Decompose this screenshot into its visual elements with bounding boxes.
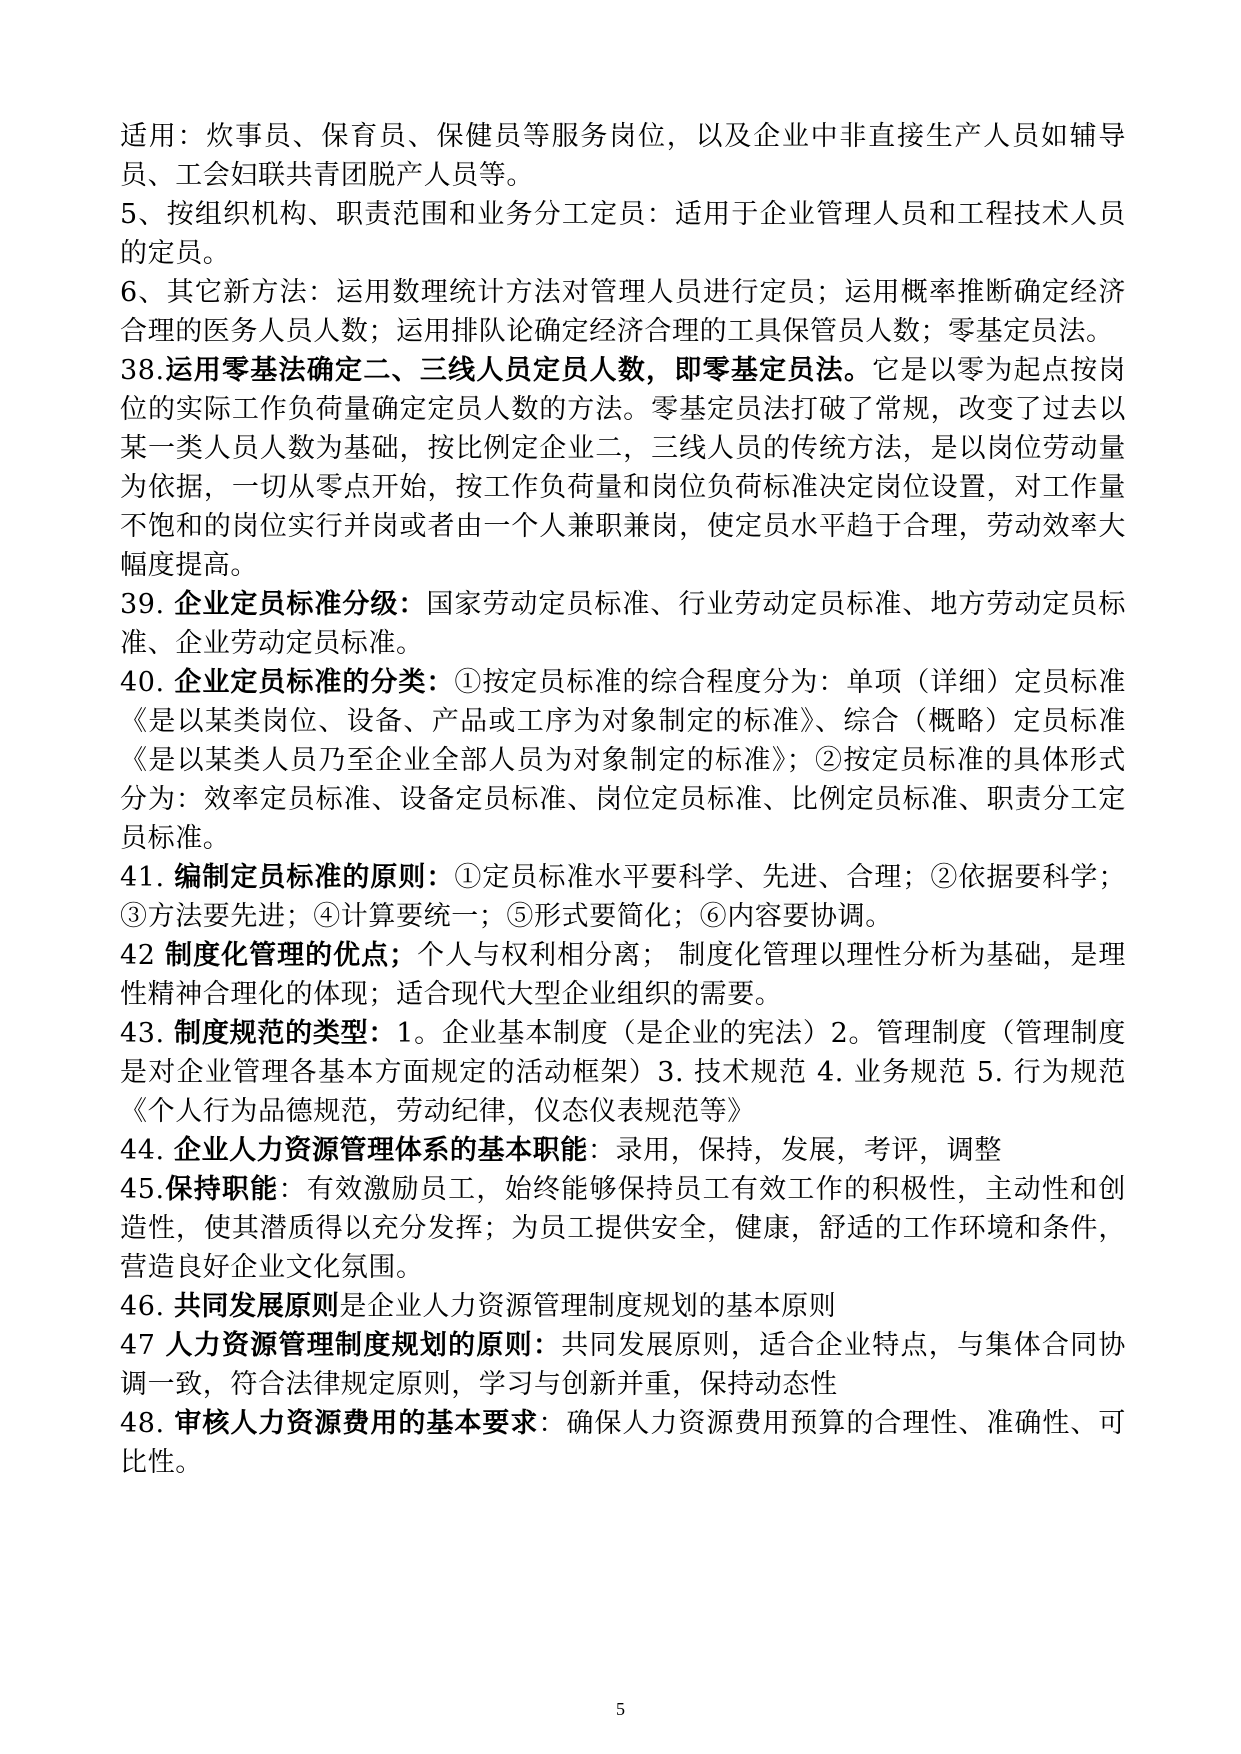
paragraph-text: 共同发展原则，适合企业特点，与集体合同协调一致，符合法律规定原则，学习与创新并重，保持动态性: [120, 1330, 1126, 1400]
paragraph-item-6: [120, 273, 1126, 351]
paragraph-text: ①定员标准水平要科学、先进、合理；②依据要科学；③方法要先进；④计算要统一；⑤形式要简化；⑥内容要协调。: [120, 862, 1127, 932]
paragraph-text: ：有效激励员工，始终能够保持员工有效工作的积极性，主动性和创造性，使其潜质得以充分发挥；为员工提供安全，健康，舒适的工作环境和条件，营造良好企业文化氛围。: [120, 1174, 1126, 1283]
paragraph-heading: 运用零基法确定二、三线人员定员人数，即零基定员法。: [164, 355, 873, 386]
paragraph-lead: 47: [120, 1330, 166, 1361]
paragraph-text: 5、按组织机构、职责范围和业务分工定员：适用于企业管理人员和工程技术人员的定员。: [120, 199, 1126, 269]
paragraph-47: [120, 1326, 1126, 1404]
paragraph-text: 个人与权利相分离； 制度化管理以理性分析为基础，是理性精神合理化的体现；适合现代大型企业组织的需要。: [120, 940, 1126, 1010]
paragraph-lead: 45.: [120, 1174, 165, 1205]
paragraph-lead: 44.: [120, 1135, 174, 1166]
paragraph-heading: 人力资源管理制度规划的原则：: [165, 1330, 562, 1361]
paragraph-heading: 企业定员标准的分类：: [174, 667, 455, 698]
paragraph-heading: 审核人力资源费用的基本要求: [174, 1408, 539, 1439]
paragraph-heading: 制度规范的类型：: [174, 1018, 397, 1049]
paragraph-heading: 企业定员标准分级：: [174, 589, 427, 620]
paragraph-39: [120, 585, 1126, 663]
paragraph-41: [120, 858, 1126, 936]
paragraph-46: [120, 1287, 1126, 1326]
paragraph-44: [120, 1131, 1126, 1170]
paragraph-lead: 39.: [120, 589, 175, 620]
paragraph-40: [120, 663, 1126, 858]
paragraph-text: ：录用，保持，发展，考评，调整: [587, 1135, 1002, 1166]
page-number: 5: [616, 1699, 625, 1719]
paragraph-heading: 编制定员标准的原则：: [174, 862, 455, 893]
paragraph-42: [120, 936, 1126, 1014]
paragraph-text: 它是以零为起点按岗位的实际工作负荷量确定定员人数的方法。零基定员法打破了常规，改变了过去以某一类人员人数为基础，按比例定企业二，三线人员的传统方法，是以岗位劳动量为依据，一切从零点开始，按工作负荷量和岗位负荷标准决定岗位设置，对工作量不饱和的岗位实行并岗或者由一个人兼职兼岗，使定员水平趋于合理，劳动效率大幅度提高。: [120, 355, 1126, 581]
paragraph-text: 是企业人力资源管理制度规划的基本原则: [339, 1291, 837, 1322]
paragraph-text: 国家劳动定员标准、行业劳动定员标准、地方劳动定员标准、企业劳动定员标准。: [120, 589, 1127, 659]
paragraph-38: [120, 351, 1126, 585]
paragraph-text: ：确保人力资源费用预算的合理性、准确性、可比性。: [120, 1408, 1126, 1478]
page-body: [120, 117, 1126, 1482]
paragraph-43: [120, 1014, 1126, 1131]
paragraph-lead: 48.: [120, 1408, 175, 1439]
paragraph-text: 6、其它新方法：运用数理统计方法对管理人员进行定员；运用概率推断确定经济合理的医务人员人数；运用排队论确定经济合理的工具保管员人数；零基定员法。: [120, 277, 1126, 347]
paragraph-45: [120, 1170, 1126, 1287]
paragraph-text: 1。企业基本制度（是企业的宪法）2。管理制度（管理制度是对企业管理各基本方面规定的活动框架）3. 技术规范 4. 业务规范 5. 行为规范《个人行为品德规范，劳动纪律，仪态仪表规范等》: [120, 1018, 1126, 1127]
paragraph-text: ①按定员标准的综合程度分为：单项（详细）定员标准《是以某类岗位、设备、产品或工序为对象制定的标准》、综合（概略）定员标准《是以某类人员乃至企业全部人员为对象制定的标准》；②按定员标准的具体形式分为：效率定员标准、设备定员标准、岗位定员标准、比例定员标准、职责分工定员标准。: [120, 667, 1127, 854]
paragraph-lead: 43.: [120, 1018, 175, 1049]
paragraph-applicable-positions: [120, 117, 1126, 195]
paragraph-heading: 制度化管理的优点；: [165, 940, 417, 971]
paragraph-text: 适用：炊事员、保育员、保健员等服务岗位，以及企业中非直接生产人员如辅导员、工会妇联共青团脱产人员等。: [120, 121, 1126, 191]
paragraph-lead: 38.: [120, 355, 165, 386]
paragraph-item-5: [120, 195, 1126, 273]
paragraph-heading: 共同发展原则: [173, 1291, 340, 1322]
paragraph-48: [120, 1404, 1126, 1482]
paragraph-lead: 46.: [120, 1291, 174, 1322]
paragraph-lead: 42: [120, 940, 166, 971]
paragraph-heading: 企业人力资源管理体系的基本职能: [173, 1135, 588, 1166]
paragraph-heading: 保持职能: [164, 1174, 279, 1205]
paragraph-lead: 41.: [120, 862, 175, 893]
paragraph-lead: 40.: [120, 667, 175, 698]
